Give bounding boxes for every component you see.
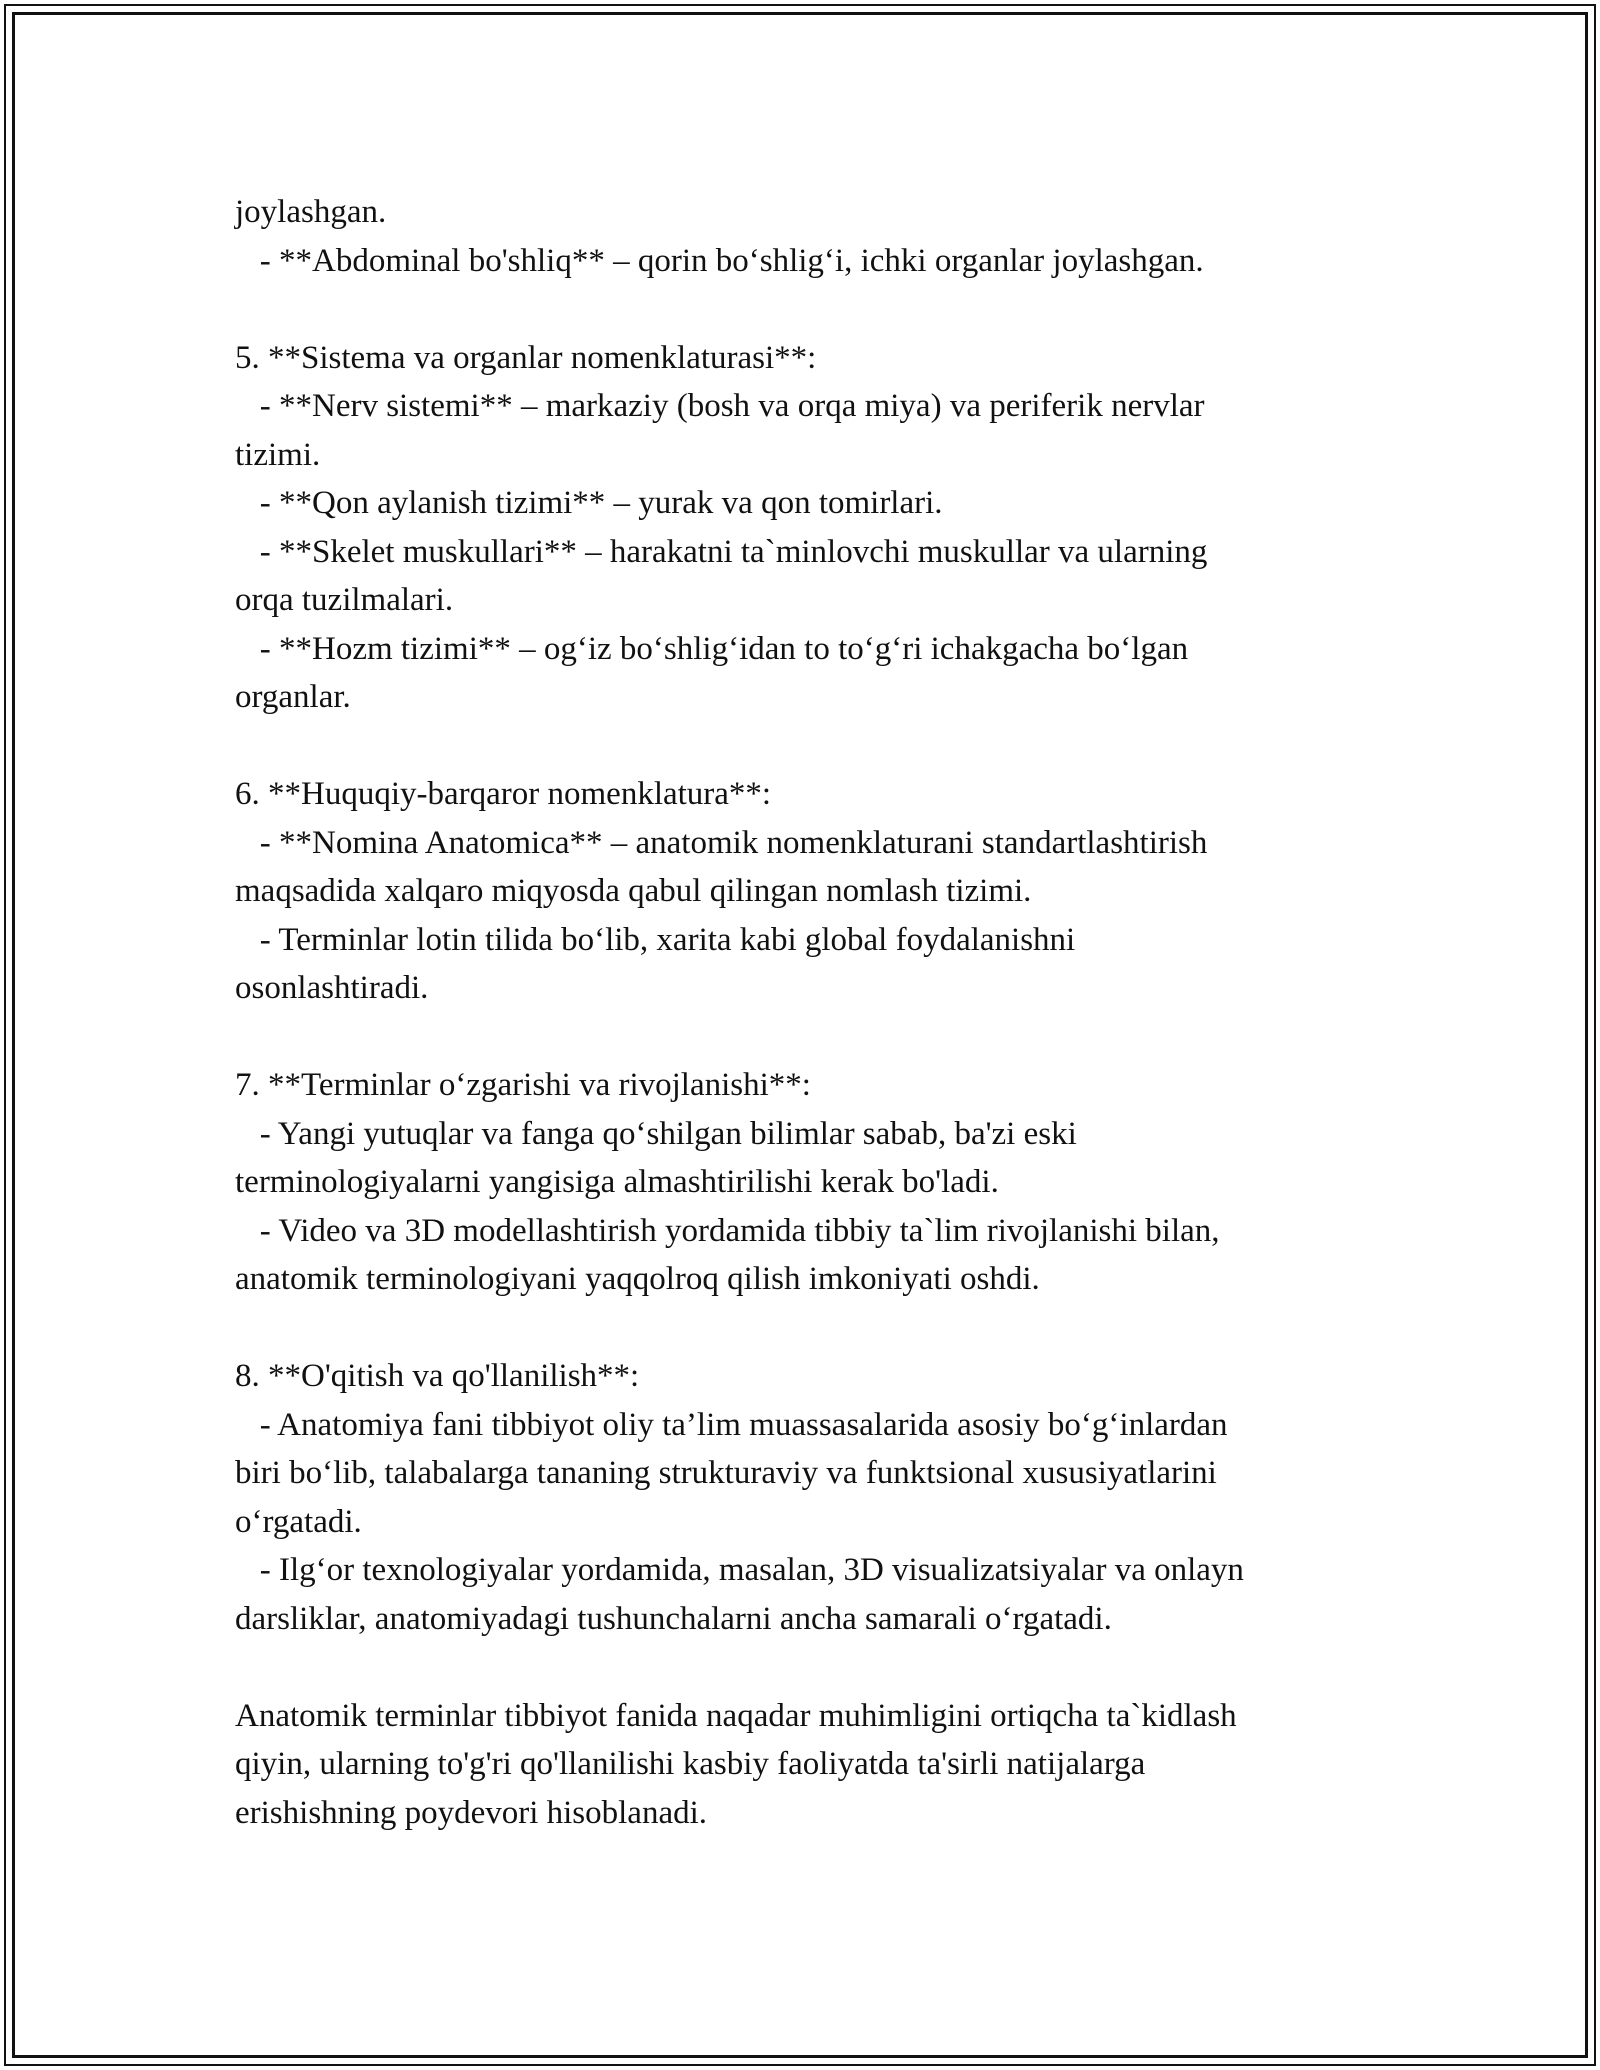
section-heading: 8. **O'qitish va qo'llanilish**: (235, 1358, 640, 1394)
document-body (235, 188, 1375, 1837)
text-line: osonlashtiradi. (235, 970, 429, 1006)
section-heading: 5. **Sistema va organlar nomenklaturasi**: (235, 339, 817, 376)
text-line: - Terminlar lotin tilida bo‘lib, xarita kabi global foydalanishni (235, 921, 1076, 958)
text-line: anatomik terminologiyani yaqqolroq qilish imkoniyati oshdi. (235, 1261, 1040, 1297)
paragraph-gap (235, 1013, 1375, 1062)
text-line: organlar. (235, 679, 351, 715)
text-line: - **Abdominal bo'shliq** – qorin bo‘shlig‘i, ichki organlar joylashgan. (235, 242, 1204, 279)
text-block (235, 188, 1375, 285)
text-line: tizimi. (235, 436, 321, 473)
text-line: orqa tuzilmalari. (235, 582, 454, 618)
text-block (235, 770, 1375, 1013)
text-line: - Video va 3D modellashtirish yordamida tibbiy ta`lim rivojlanishi bilan, (235, 1212, 1220, 1249)
text-line: - **Skelet muskullari** – harakatni ta`minlovchi muskullar va ularning (235, 533, 1208, 570)
text-line: terminologiyalarni yangisiga almashtirilishi kerak bo'ladi. (235, 1164, 999, 1200)
text-line: qiyin, ularning to'g'ri qo'llanilishi kasbiy faoliyatda ta'sirli natijalarga (235, 1746, 1146, 1782)
text-block (235, 1352, 1375, 1643)
paragraph-gap (235, 1643, 1375, 1692)
text-line: - **Nerv sistemi** – markaziy (bosh va orqa miya) va periferik nervlar (235, 388, 1205, 424)
text-block (235, 334, 1375, 722)
text-line: maqsadida xalqaro miqyosda qabul qilingan nomlash tizimi. (235, 873, 1032, 909)
text-line: o‘rgatadi. (235, 1503, 362, 1540)
paragraph-gap (235, 285, 1375, 334)
text-line: biri bo‘lib, talabalarga tananing strukturaviy va funktsional xususiyatlarini (235, 1455, 1217, 1491)
text-line: joylashgan. (235, 194, 387, 230)
text-line: - Yangi yutuqlar va fanga qo‘shilgan bilimlar sabab, ba'zi eski (235, 1115, 1077, 1152)
text-line: - **Nomina Anatomica** – anatomik nomenklaturani standartlashtirish (235, 824, 1208, 861)
text-line: Anatomik terminlar tibbiyot fanida naqadar muhimligini ortiqcha ta`kidlash (235, 1697, 1237, 1734)
text-line: darsliklar, anatomiyadagi tushunchalarni ancha samarali o‘rgatadi. (235, 1600, 1112, 1637)
text-line: - Anatomiya fani tibbiyot oliy ta’lim muassasalarida asosiy bo‘g‘inlardan (235, 1406, 1228, 1443)
conclusion-paragraph (235, 1692, 1375, 1838)
text-line: erishishning poydevori hisoblanadi. (235, 1794, 708, 1831)
text-block (235, 1061, 1375, 1304)
section-heading: 6. **Huquqiy-barqaror nomenklatura**: (235, 776, 772, 812)
text-line: - **Hozm tizimi** – og‘iz bo‘shlig‘idan to to‘g‘ri ichakgacha bo‘lgan (235, 630, 1189, 667)
text-line: - **Qon aylanish tizimi** – yurak va qon tomirlari. (235, 485, 943, 521)
paragraph-gap (235, 1304, 1375, 1353)
text-line: - Ilg‘or texnologiyalar yordamida, masalan, 3D visualizatsiyalar va onlayn (235, 1552, 1244, 1588)
paragraph-gap (235, 722, 1375, 771)
section-heading: 7. **Terminlar o‘zgarishi va rivojlanishi**: (235, 1067, 811, 1103)
